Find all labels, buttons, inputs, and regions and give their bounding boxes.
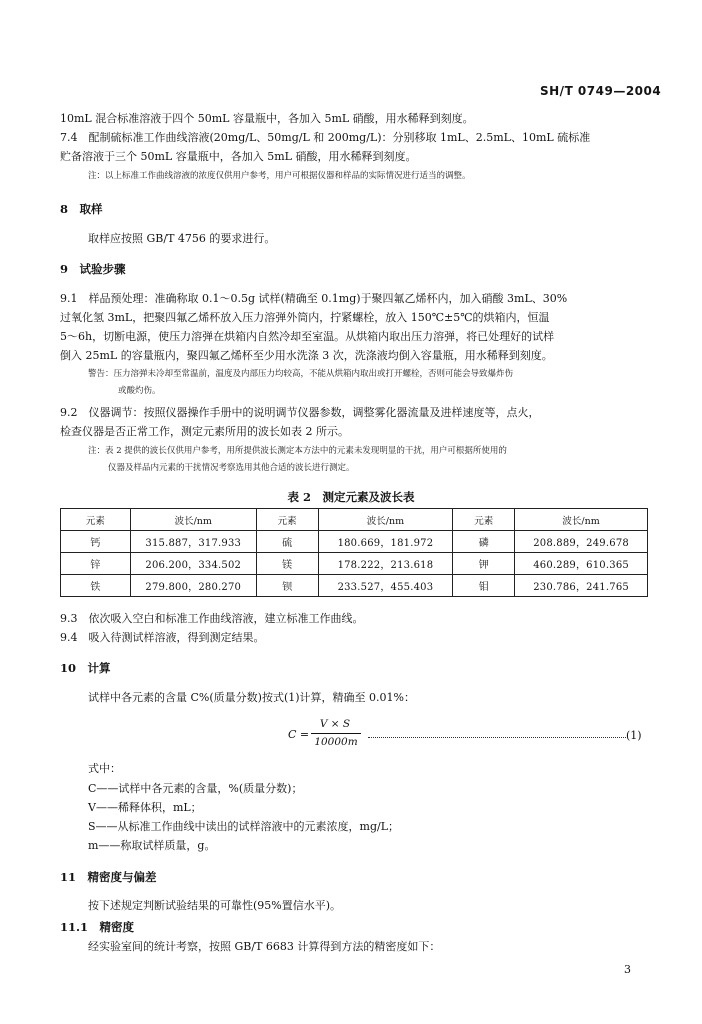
table-cell: 208.889，249.678 [515,531,648,553]
s7-continuation: 10mL 混合标准溶液于四个 50mL 容量瓶中，各加入 5mL 硝酸，用水稀释到刻度。 [60,112,474,125]
table-cell: 钡 [256,575,318,597]
page-number: 3 [624,963,631,976]
warning-line1: 警告：压力溶弹未冷却至常温前，温度及内部压力均较高，不能从烘箱内取出或打开螺栓，否则可能会导致爆炸伤 [88,369,514,379]
note-9-2-line1: 注：表 2 提供的波长仅供用户参考，用所提供波长测定本方法中的元素未发现明显的干扰，用户可根据所使用的 [88,446,507,456]
s9-1-line1: 9.1 样品预处理：准确称取 0.1～0.5g 试样(精确至 0.1mg)于聚四氟乙烯杯内，加入硝酸 3mL、30% [60,292,568,305]
table-cell: 180.669，181.972 [318,531,453,553]
header-element-2: 元素 [256,509,318,531]
wavelength-table [60,508,648,597]
note-9-2-line2: 仪器及样品内元素的干扰情况考察选用其他合适的波长进行测定。 [108,463,355,473]
table-cell: 460.289，610.365 [515,553,648,575]
table-cell: 233.527，455.403 [318,575,453,597]
table-header-row [61,509,648,531]
s9-2-line1: 9.2 仪器调节：按照仪器操作手册中的说明调节仪器参数，调整雾化器流量及进样速度等，点火， [60,406,540,419]
s9-1-line2: 过氧化氢 3mL，把聚四氟乙烯杯放入压力溶弹外筒内，拧紧螺栓，放入 150℃±5℃的烘箱内，恒温 [60,311,550,324]
table-caption: 表 2 测定元素及波长表 [287,490,415,504]
table-cell: 钾 [453,553,515,575]
s11-heading: 11 精密度与偏差 [60,870,157,884]
header-wavelength-1: 波长/nm [130,509,256,531]
table-cell: 315.887，317.933 [130,531,256,553]
note-7: 注：以上标准工作曲线溶液的浓度仅供用户参考，用户可根据仪器和样品的实际情况进行适当的调整。 [88,171,471,181]
s11-1-heading: 11.1 精密度 [60,920,135,934]
s10-heading: 10 计算 [60,661,111,675]
table-row [61,553,648,575]
header-element-1: 元素 [61,509,131,531]
s9-1-line3: 5～6h，切断电源，使压力溶弹在烘箱内自然冷却至室温。从烘箱内取出压力溶弹，将已处理好的试样 [60,330,555,343]
formula-numerator: V × S [319,718,351,730]
table-cell: 178.222，213.618 [318,553,453,575]
table-row [61,575,648,597]
s8-heading: 8 取样 [60,202,103,216]
s11-1-body: 经实验室间的统计考察，按照 GB/T 6683 计算得到方法的精密度如下： [88,940,441,953]
def-m: m——称取试样质量，g。 [88,839,216,852]
table-cell: 硫 [256,531,318,553]
formula-lhs: C = [288,728,310,741]
s11-intro: 按下述规定判断试验结果的可靠性(95%置信水平)。 [88,899,342,912]
table-cell: 279.800，280.270 [130,575,256,597]
s8-body: 取样应按照 GB/T 4756 的要求进行。 [88,232,276,245]
table-cell: 钼 [453,575,515,597]
table-row [61,531,648,553]
standard-number: SH/T 0749—2004 [540,84,662,98]
where-label: 式中： [88,762,121,775]
table-cell: 锌 [61,553,131,575]
s9-1-line4: 倒入 25mL 的容量瓶内，聚四氟乙烯杯至少用水洗涤 3 次，洗涤液均倒入容量瓶，用水稀释到刻度。 [60,349,553,362]
warning-line2: 或酸灼伤。 [118,386,161,396]
table-cell: 230.786，241.765 [515,575,648,597]
table-cell: 206.200，334.502 [130,553,256,575]
formula-number: (1) [626,729,642,742]
s9-2-line2: 检查仪器是否正常工作，测定元素所用的波长如表 2 所示。 [60,425,349,438]
table-cell: 铁 [61,575,131,597]
s9-heading: 9 试验步骤 [60,262,126,276]
formula-denominator: 10000m [314,736,358,748]
table-cell: 磷 [453,531,515,553]
header-element-3: 元素 [453,509,515,531]
s10-intro: 试样中各元素的含量 C%(质量分数)按式(1)计算，精确至 0.01%： [88,691,415,704]
s7-4-line1: 7.4 配制硫标准工作曲线溶液(20mg/L、50mg/L 和 200mg/L)：分别移取 1mL、2.5mL、10mL 硫标准 [60,131,591,144]
s9-4: 9.4 吸入待测试样溶液，得到测定结果。 [60,631,265,644]
fraction-bar [311,733,361,734]
def-c: C——试样中各元素的含量，%(质量分数)； [88,782,303,795]
header-wavelength-2: 波长/nm [318,509,453,531]
header-wavelength-3: 波长/nm [515,509,648,531]
leader-dots [368,733,626,738]
def-s: S——从标准工作曲线中读出的试样溶液中的元素浓度，mg/L； [88,820,400,833]
def-v: V——稀释体积，mL； [88,801,202,814]
s7-4-line2: 贮备溶液于三个 50mL 容量瓶中，各加入 5mL 硝酸，用水稀释到刻度。 [60,150,417,163]
table-cell: 钙 [61,531,131,553]
s9-3: 9.3 依次吸入空白和标准工作曲线溶液，建立标准工作曲线。 [60,612,364,625]
table-cell: 镁 [256,553,318,575]
